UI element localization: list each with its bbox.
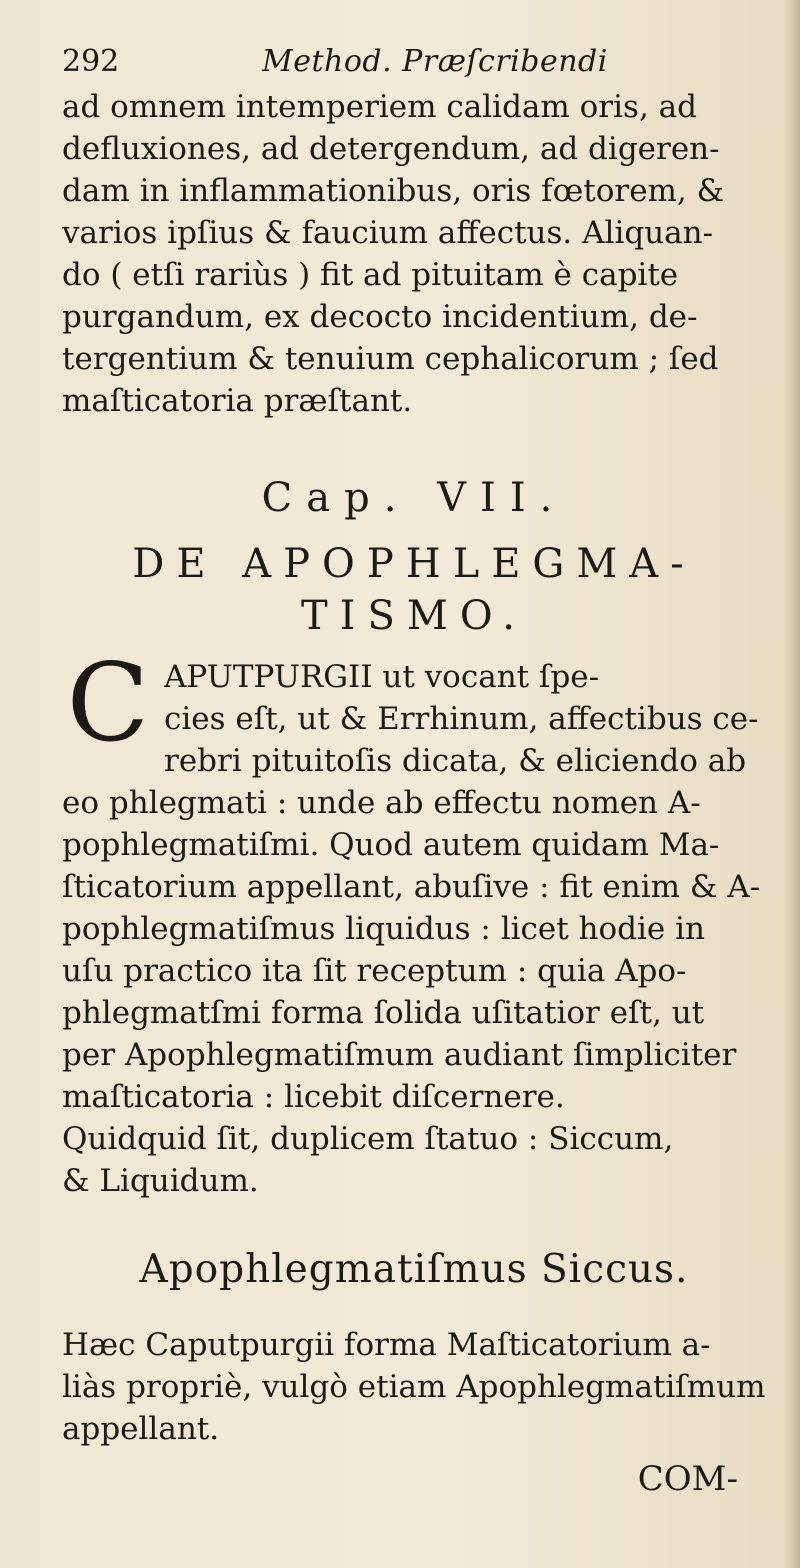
chapter-title-line: TISMO. (300, 593, 527, 639)
text-line: cies eſt, ut & Errhinum, affectibus ce- (164, 701, 759, 737)
text-line: & Liquidum. (62, 1163, 259, 1199)
text-line: APUTPURGII ut vocant ſpe- (164, 659, 600, 695)
text-line: pophlegmatiſmus liquidus : licet hodie in (62, 911, 706, 947)
page-edge-shadow (784, 0, 800, 1568)
section-paragraph (62, 1324, 766, 1450)
text-line: defluxiones, ad detergendum, ad digeren- (62, 131, 720, 167)
text-line: appellant. (62, 1411, 220, 1447)
drop-cap: C (66, 641, 150, 766)
text-line: Quidquid ſit, duplicem ſtatuo : Siccum, (62, 1121, 674, 1157)
text-line: phlegmatſmi forma ſolida uſitatior eſt, ut (62, 995, 705, 1031)
chapter-text (62, 641, 766, 1202)
running-title: Method. Præſcribendi (262, 44, 608, 79)
text-line: Hæc Caputpurgii forma Maſticatorium a- (62, 1327, 711, 1363)
text-line: purgandum, ex decocto incidentium, de- (62, 299, 698, 335)
page-number: 292 (62, 44, 120, 79)
opening-paragraph (62, 86, 766, 422)
text-line: per Apophlegmatiſmum audiant ſimpliciter (62, 1037, 737, 1073)
text-line: eo phlegmati : unde ab effectu nomen Α- (62, 785, 701, 821)
text-line: varios ipſius & faucium affectus. Aliquan- (62, 215, 714, 251)
chapter-label: Cap. VII. (261, 475, 567, 521)
text-line: ad omnem intemperiem calidam oris, ad (62, 89, 697, 125)
text-line: dam in inflammationibus, oris fœtorem, & (62, 173, 725, 209)
text-line: liàs propriè, vulgò etiam Apophlegmatiſmum (62, 1369, 766, 1405)
page-header (62, 38, 766, 86)
text-line: ſticatorium appellant, abuſive : fit enim & A- (62, 869, 761, 905)
text-line: do ( etſi rariùs ) fit ad pituitam è capite (62, 257, 679, 293)
text-line: maſticatoria : licebit diſcernere. (62, 1079, 565, 1115)
text-line: uſu practico ita ſit receptum : quia Apo- (62, 953, 687, 989)
text-line: rebri pituitoſis dicata, & eliciendo ab (164, 743, 747, 779)
text-line: pophlegmatiſmi. Quod autem quidam Ma- (62, 827, 720, 863)
text-line: maſticatoria præſtant. (62, 383, 413, 419)
catchword: COM- (637, 1459, 738, 1499)
text-line: tergentium & tenuium cephalicorum ; ſed (62, 341, 719, 377)
chapter-title (62, 538, 766, 642)
chapter-title-line: DE APOPHLEGMA- (132, 541, 696, 587)
section-heading: Apophlegmatiſmus Siccus. (139, 1247, 689, 1292)
